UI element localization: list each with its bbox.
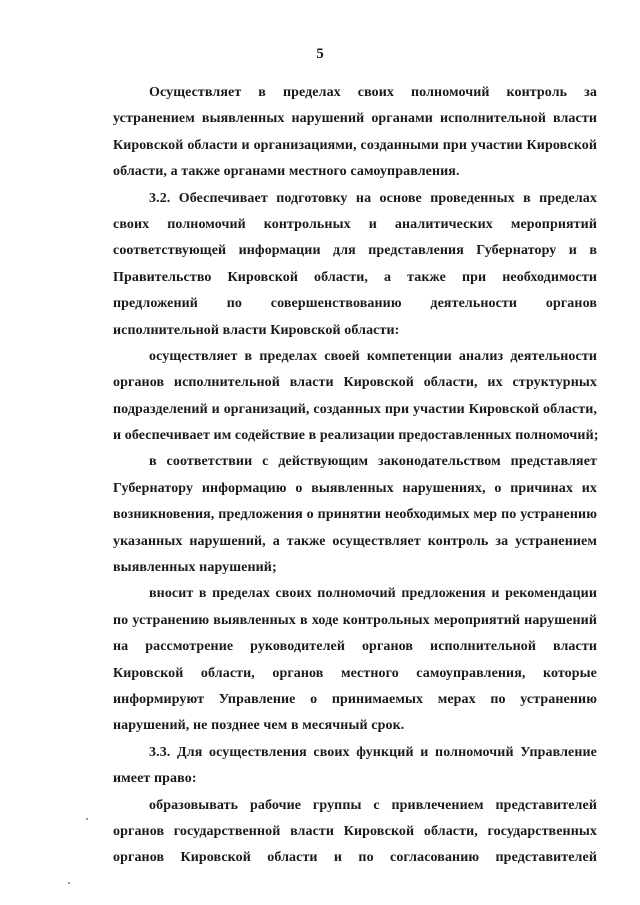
text-line: Кировской области, органов местного самоуправления, которые — [113, 665, 597, 681]
text-line: устранением выявленных нарушений органами исполнительной власти — [113, 111, 597, 127]
text-line: 3.3. Для осуществления своих функций и полномочий Управление — [149, 744, 597, 760]
page-number: 5 — [316, 46, 324, 62]
text-line: Губернатору информацию о выявленных нарушениях, о причинах их — [113, 480, 597, 496]
text-line: образовывать рабочие группы с привлечением представителей — [149, 797, 597, 813]
text-line: предложений по совершенствованию деятельности органов — [113, 296, 597, 312]
text-line: осуществляет в пределах своей компетенции анализ деятельности — [149, 348, 597, 364]
text-line: подразделений и организаций, созданных при участии Кировской области, — [113, 401, 597, 417]
text-line: и обеспечивает им содействие в реализации предоставленных полномочий; — [113, 428, 599, 444]
text-line: в соответствии с действующим законодательством представляет — [149, 454, 597, 470]
scan-speck — [68, 882, 70, 884]
text-line: информируют Управление о принимаемых мерах по устранению — [113, 691, 597, 707]
text-line: вносит в пределах своих полномочий предложения и рекомендации — [149, 586, 597, 602]
text-line: своих полномочий контрольных и аналитических мероприятий — [113, 216, 597, 232]
text-line: исполнительной власти Кировской области: — [113, 322, 400, 338]
text-line: нарушений, не позднее чем в месячный срок. — [113, 718, 405, 734]
text-line: выявленных нарушений; — [113, 560, 277, 576]
text-line: 3.2. Обеспечивает подготовку на основе проведенных в пределах — [149, 190, 597, 206]
text-line: на рассмотрение руководителей органов исполнительной власти — [113, 639, 597, 655]
text-line: Осуществляет в пределах своих полномочий контроль за — [149, 85, 597, 100]
text-line: Кировской области и организациями, созданными при участии Кировской — [113, 137, 597, 153]
document-body — [113, 80, 597, 872]
text-line: Правительство Кировской области, а также при необходимости — [113, 269, 597, 285]
scan-speck — [86, 818, 88, 820]
text-line: указанных нарушений, а также осуществляет контроль за устранением — [113, 533, 597, 549]
text-line: органов исполнительной власти Кировской области, их структурных — [113, 375, 597, 391]
text-line: органов государственной власти Кировской области, государственных — [113, 823, 597, 839]
text-line: соответствующей информации для представления Губернатору и в — [113, 243, 597, 259]
text-line: органов Кировской области и по согласованию представителей — [113, 850, 597, 866]
text-line: имеет право: — [113, 771, 197, 787]
text-line: по устранению выявленных в ходе контрольных мероприятий нарушений — [113, 612, 597, 628]
text-line: области, а также органами местного самоуправления. — [113, 164, 460, 180]
text-line: возникновения, предложения о принятии необходимых мер по устранению — [113, 507, 597, 523]
